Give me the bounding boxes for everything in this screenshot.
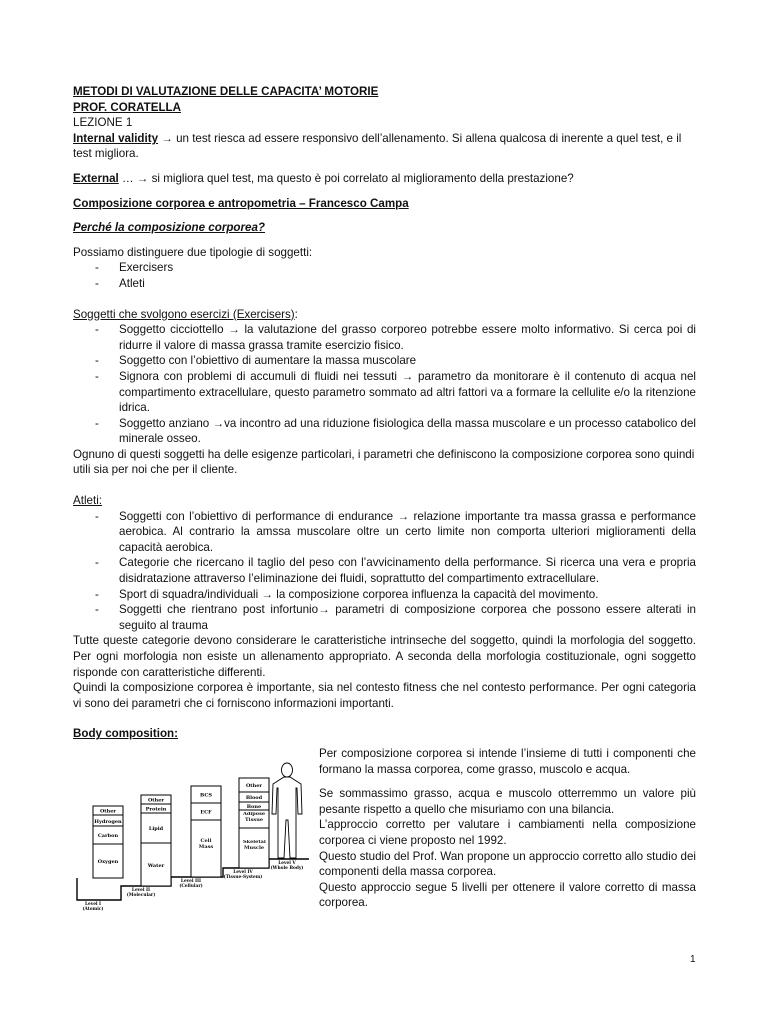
body-comp-paragraph: L’approccio corretto per valutare i cambiamenti nella composizione corporea ci viene proposto nel 1992. [319,818,696,847]
list-item: - Soggetto anziano →va incontro ad una riduzione fisiologica della massa muscolare e un processo catabolico del minerale osseo. [73,416,696,447]
types-list [73,260,696,291]
body-composition-heading: Body composition: [73,727,178,741]
level4-skeletal: Skeletal Muscle [243,839,266,851]
level4-adipose: Adipose Tissue [243,811,266,823]
list-item: - Exercisers [73,260,696,276]
level3-cell-mass: Cell Mass [198,837,214,850]
list-item: - Signora con problemi di accumuli di fluidi nei tessuti → parametro da monitorare è il contenuto di acqua nel compartimento extracellulare, questo parametro sommato ad altri fattori va a formare la cellulite e/o la ritenzione idrica. [73,369,696,416]
list-item: - Categorie che ricercano il taglio del peso con l’avvicinamento della performance. Si ricerca una vera e propria disidratazione attraverso l’eliminazione dei fluidi, soprattutto del compartimento extracellulare. [73,555,696,586]
list-item: - Soggetto con l’obiettivo di aumentare la massa muscolare [73,353,696,369]
list-item: - Soggetti che rientrano post infortunio→ parametri di composizione corporea che possono essere alterati in seguito al trauma [73,602,696,633]
body-comp-paragraph: Per composizione corporea si intende l’insieme di tutti i componenti che formano la massa corporea, come grasso, muscolo e acqua. [319,746,696,776]
level2-part-label: Other [147,797,165,804]
level2-label: Level II [131,887,151,893]
level4-part-label: Blood [245,794,263,801]
body-comp-paragraph: Questo studio del Prof. Wan propone un approccio corretto allo studio dei componenti della massa corporea. [319,849,696,879]
exercisers-list [73,322,696,447]
atleti-list [73,509,696,634]
level1-part-label: Hydrogen [94,818,122,825]
level1-part-label: Carbon [97,832,119,839]
level3-part-label: ECF [200,809,212,816]
list-item: - Sport di squadra/individuali → la composizione corporea influenza la capacità del movimento. [73,587,696,603]
level4-label: Level IV [233,869,253,875]
body-composition-text [319,746,696,911]
atleti-paragraph-2: Quindi la composizione corporea è importante, sia nel contesto fitness che nel contesto performance. Per ogni categoria vi sono dei parametri che ci forniscono informazioni importanti. [73,681,696,710]
colon: : [294,307,298,321]
level2-sublabel: (Molecular) [126,892,156,898]
level3-part-label: BCS [200,792,212,799]
page-number: 1 [690,954,696,965]
level5-sublabel: (Whole Body) [270,865,304,871]
intro-text: Possiamo distinguere due tipologie di soggetti: [73,245,313,259]
external-text: … → si migliora quel test, ma questo è poi correlato al miglioramento della prestazione? [118,171,574,185]
level2-part-label: Lipid [148,825,164,832]
level1-label: Level I [84,901,102,907]
external-label: External [73,171,119,185]
list-item: - Soggetti con l’obiettivo di performance di endurance → relazione importante tra massa grassa e performance aerobica. Al contrario la amssa muscolare oltre un certo limite non comporta ulteriori miglioramenti della capacità aerobica. [73,509,696,556]
level4-part-label: Bone [246,803,262,810]
exercisers-heading: Soggetti che svolgono esercizi (Exercisers) [73,307,295,321]
lesson-label: LEZIONE 1 [73,116,133,130]
level4-part-label: Other [245,782,263,789]
internal-validity-label: Internal validity [73,131,159,145]
atleti-heading: Atleti: [73,494,102,508]
section-question: Perché la composizione corporea? [73,221,265,235]
internal-validity-paragraph [73,131,696,162]
level2-part-label: Water [147,862,165,869]
body-composition-levels-figure [73,746,311,911]
exercisers-summary: Ognuno di questi soggetti ha delle esigenze particolari, i parametri che definiscono la composizione corporea sono quindi utili sia per noi che per il cliente. [73,447,695,477]
external-paragraph [73,171,696,187]
section-title: Composizione corporea e antropometria – Francesco Campa [73,196,409,210]
level3-sublabel: (Cellular) [179,883,203,889]
doc-title: METODI DI VALUTAZIONE DELLE CAPACITA’ MOTORIE [73,85,379,98]
document-page [73,84,696,911]
level1-part-label: Other [99,808,117,815]
level1-sublabel: (Atomic) [82,906,104,911]
human-figure-icon [272,763,302,858]
level1-part-label: Oxygen [97,858,119,865]
body-composition-section [73,746,696,911]
atleti-paragraph-1: Tutte queste categorie devono considerare le caratteristiche intrinseche del soggetto, quindi la morfologia del soggetto. Per ogni morfologia non esiste un allenamento appropriato. A seconda della morfologia costituzionale, ogni soggetto risponde con caratteristiche differenti. [73,634,696,679]
list-item: - Atleti [73,276,696,292]
professor-name: PROF. CORATELLA [73,100,181,114]
level3-label: Level III [180,878,202,884]
body-comp-paragraph: Questo approccio segue 5 livelli per ottenere il valore corretto di massa corporea. [319,880,696,910]
exercisers-heading-line [73,307,696,323]
level4-sublabel: (Tissue-System) [223,874,263,880]
level5-label: Level V [278,860,296,866]
level2-part-label: Protein [145,806,167,813]
body-comp-paragraph: Se sommassimo grasso, acqua e muscolo otterremmo un valore più pesante rispetto a quello che misuriamo con una bilancia. [319,787,696,816]
list-item: - Soggetto cicciottello → la valutazione del grasso corporeo potrebbe essere molto informativo. Si cerca poi di ridurre il valore di massa grassa tramite esercizio fisico. [73,322,696,353]
internal-validity-text: → un test riesca ad essere responsivo dell’allenamento. Si allena qualcosa di inerente a quel test, e il test migliora. [73,131,682,161]
